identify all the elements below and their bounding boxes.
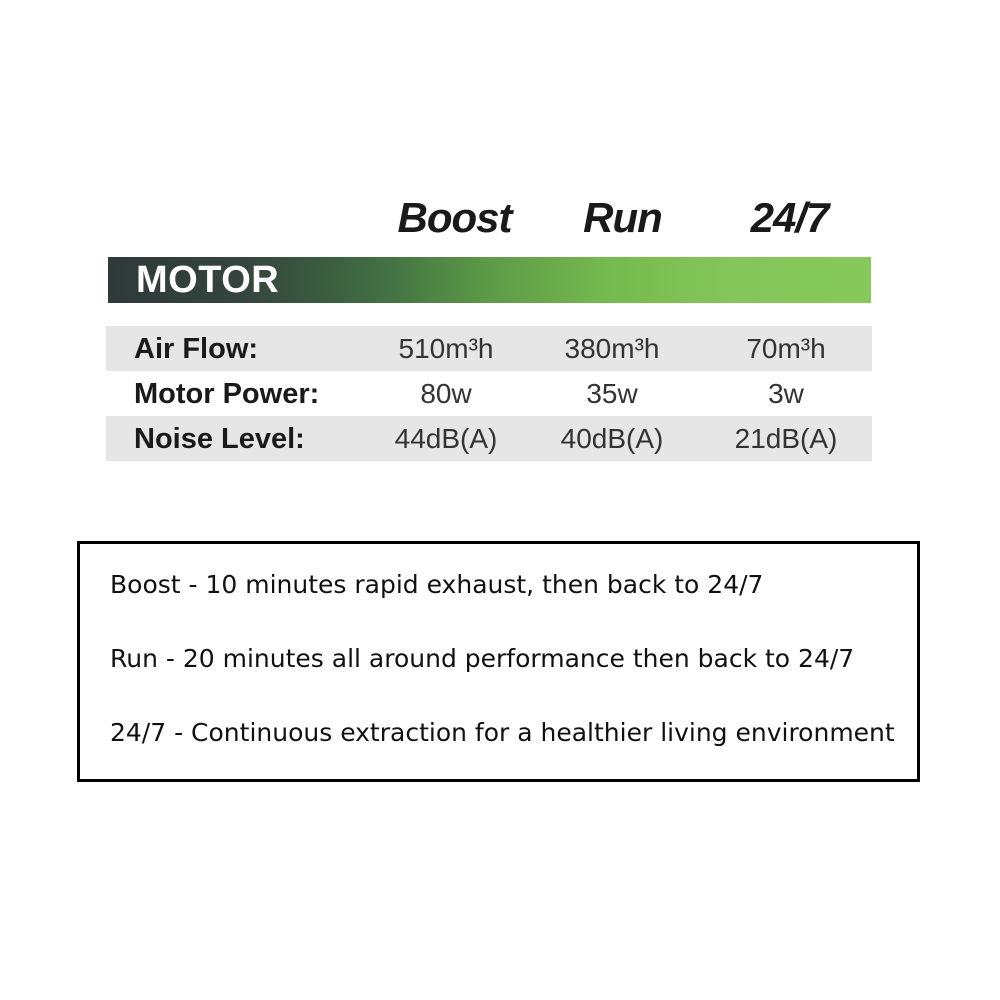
note-247: 24/7 - Continuous extraction for a healthier living environment <box>110 718 895 747</box>
spec-label: Motor Power: <box>134 378 320 410</box>
spec-row-air-flow <box>106 326 872 371</box>
spec-row-motor-power <box>106 371 872 416</box>
mode-run-heading: Run <box>583 194 662 241</box>
mode-247-heading: 24/7 <box>750 194 829 241</box>
spec-value-run: 380m³h <box>564 333 660 364</box>
spec-value-247: 3w <box>768 378 804 409</box>
spec-value-247: 70m³h <box>746 333 826 364</box>
spec-value-run: 35w <box>586 378 638 409</box>
motor-section-title: MOTOR <box>136 259 280 301</box>
spec-value-boost: 510m³h <box>398 333 494 364</box>
spec-value-247: 21dB(A) <box>734 423 838 454</box>
note-boost: Boost - 10 minutes rapid exhaust, then back to 24/7 <box>110 570 764 599</box>
mode-notes-box <box>77 541 920 782</box>
spec-row-noise-level <box>106 416 872 461</box>
spec-table <box>106 326 872 461</box>
note-run: Run - 20 minutes all around performance then back to 24/7 <box>110 644 855 673</box>
spec-value-boost: 44dB(A) <box>394 423 498 454</box>
motor-section-bar <box>108 257 871 303</box>
spec-value-run: 40dB(A) <box>560 423 664 454</box>
mode-boost-heading: Boost <box>397 194 512 241</box>
spec-label: Air Flow: <box>134 333 259 365</box>
spec-value-boost: 80w <box>420 378 472 409</box>
spec-label: Noise Level: <box>134 423 305 455</box>
